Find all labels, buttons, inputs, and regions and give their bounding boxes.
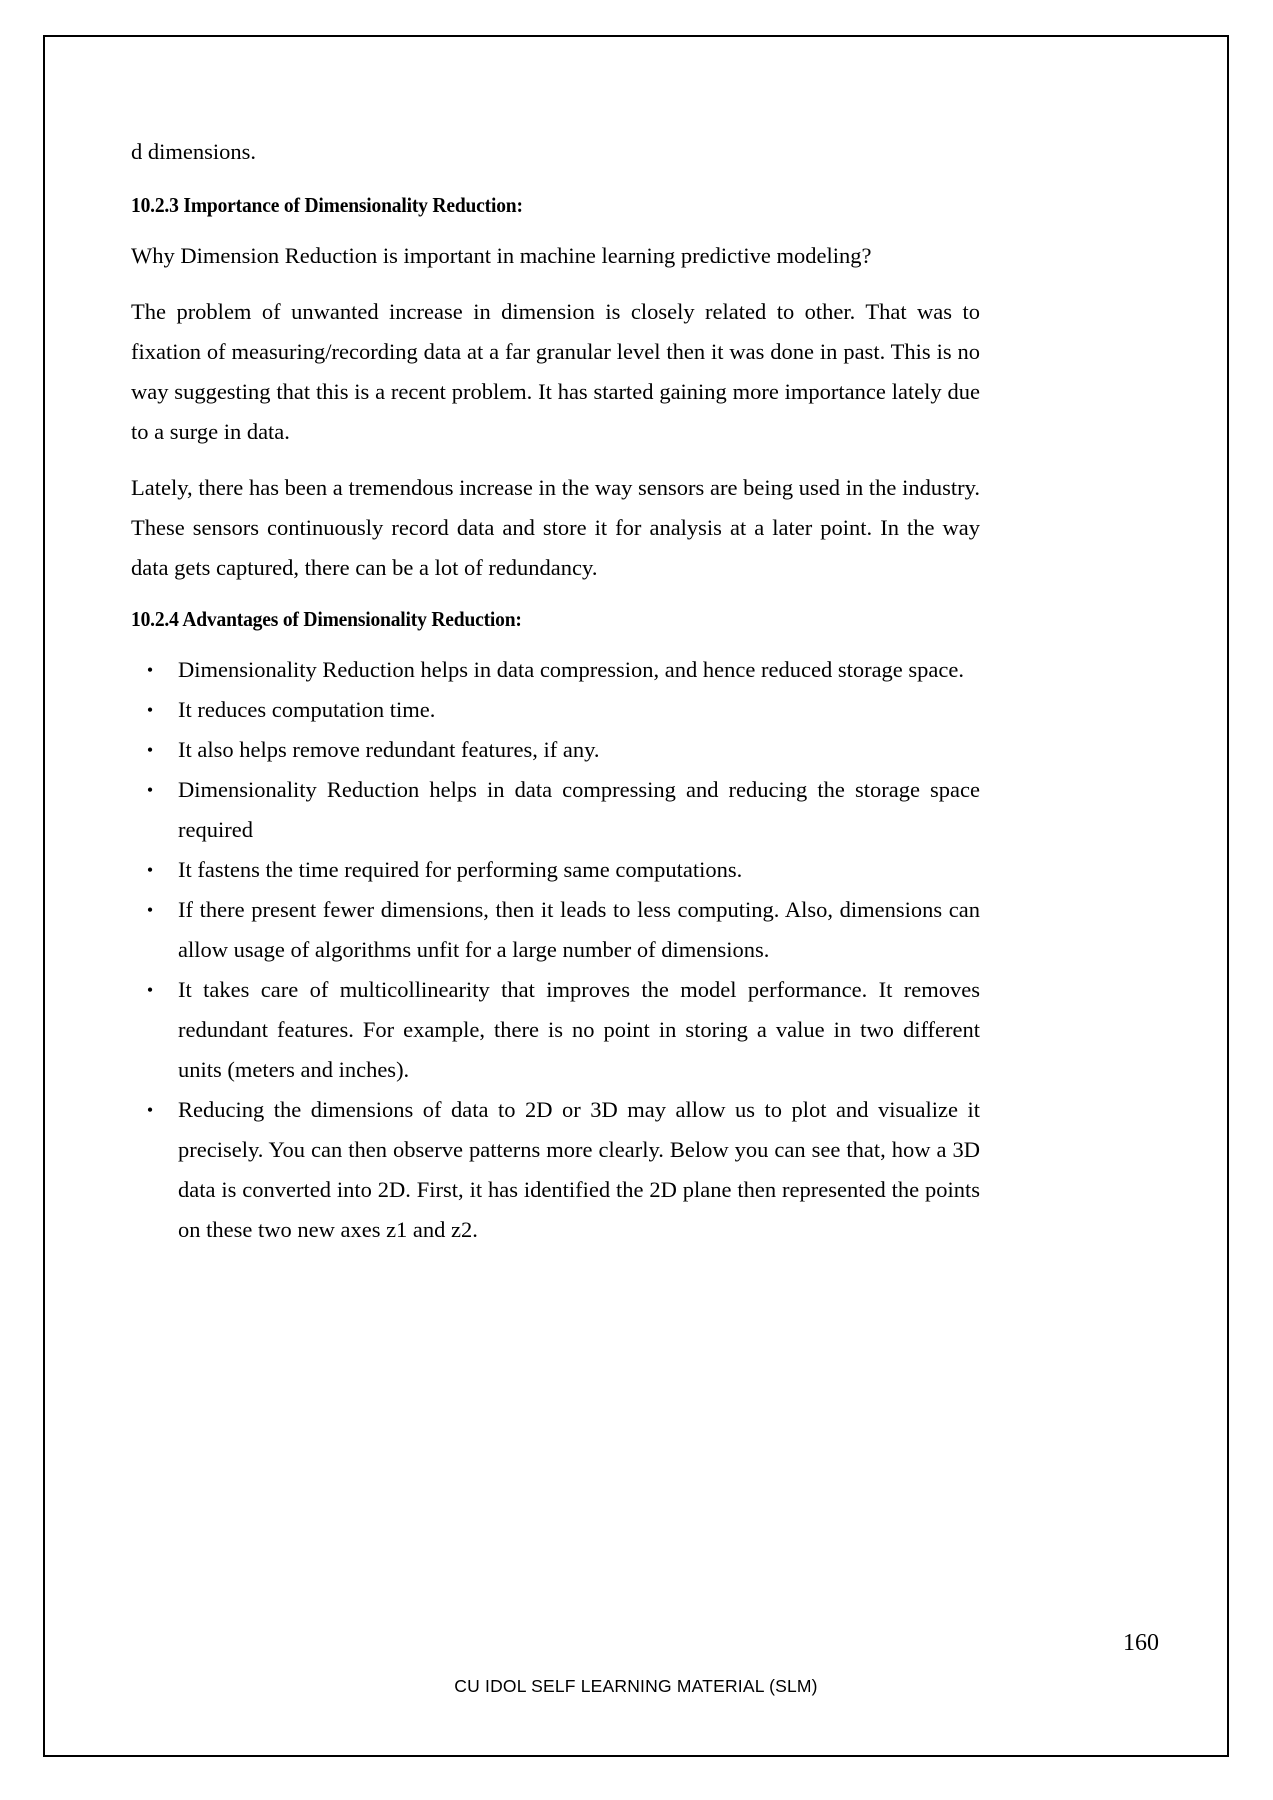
list-item-text: It fastens the time required for performing same computations.	[178, 857, 743, 882]
section-heading-10-2-3: 10.2.3 Importance of Dimensionality Reduction:	[131, 193, 523, 217]
list-item-text: Reducing the dimensions of data to 2D or 3D may allow us to plot and visualize it precisely. You can then observe patterns more clearly. Below you can see that, how a 3D data is converted into 2D. First, it has identified the 2D plane then represented the points on these two new axes z1 and z2.	[178, 1097, 980, 1242]
section-heading-10-2-4: 10.2.4 Advantages of Dimensionality Reduction:	[131, 607, 522, 631]
list-item	[131, 850, 980, 890]
bullet-icon: •	[146, 900, 154, 920]
list-item-text: If there present fewer dimensions, then it leads to less computing. Also, dimensions can allow usage of algorithms unfit for a large number of dimensions.	[178, 897, 980, 962]
bullet-icon: •	[146, 980, 154, 1000]
list-item	[131, 1090, 980, 1250]
list-item-text: Dimensionality Reduction helps in data compression, and hence reduced storage space.	[178, 657, 965, 682]
continuation-line: d dimensions.	[131, 139, 257, 164]
bullet-icon: •	[146, 1100, 154, 1120]
paragraph-why-dimension-reduction: Why Dimension Reduction is important in machine learning predictive modeling?	[131, 243, 872, 268]
bullet-icon: •	[146, 660, 154, 680]
bullet-icon: •	[146, 700, 154, 720]
page-content	[131, 132, 980, 1250]
footer-text: CU IDOL SELF LEARNING MATERIAL (SLM)	[454, 1676, 818, 1696]
page-footer	[45, 1676, 1227, 1697]
page-number: 160	[1123, 1630, 1159, 1656]
paragraph-problem-of-unwanted-increase: The problem of unwanted increase in dimension is closely related to other. That was to fixation of measuring/recording data at a far granular level then it was done in past. This is no way suggesting that this is a recent problem. It has started gaining more importance lately due to a surge in data.	[131, 299, 980, 444]
bullet-icon: •	[146, 780, 154, 800]
list-item	[131, 890, 980, 970]
bullet-icon: •	[146, 740, 154, 760]
list-item	[131, 770, 980, 850]
list-item-text: It also helps remove redundant features, if any.	[178, 737, 600, 762]
bullet-icon: •	[146, 860, 154, 880]
page-frame	[43, 35, 1229, 1757]
list-item-text: It reduces computation time.	[178, 697, 436, 722]
list-item	[131, 730, 980, 770]
list-item-text: It takes care of multicollinearity that improves the model performance. It removes redundant features. For example, there is no point in storing a value in two different units (meters and inches).	[178, 977, 980, 1082]
list-item-text: Dimensionality Reduction helps in data compressing and reducing the storage space required	[178, 777, 980, 842]
paragraph-sensors-redundancy: Lately, there has been a tremendous increase in the way sensors are being used in the industry. These sensors continuously record data and store it for analysis at a later point. In the way data gets captured, there can be a lot of redundancy.	[131, 475, 980, 580]
list-item	[131, 690, 980, 730]
list-item	[131, 650, 980, 690]
advantages-list	[131, 650, 980, 1250]
list-item	[131, 970, 980, 1090]
